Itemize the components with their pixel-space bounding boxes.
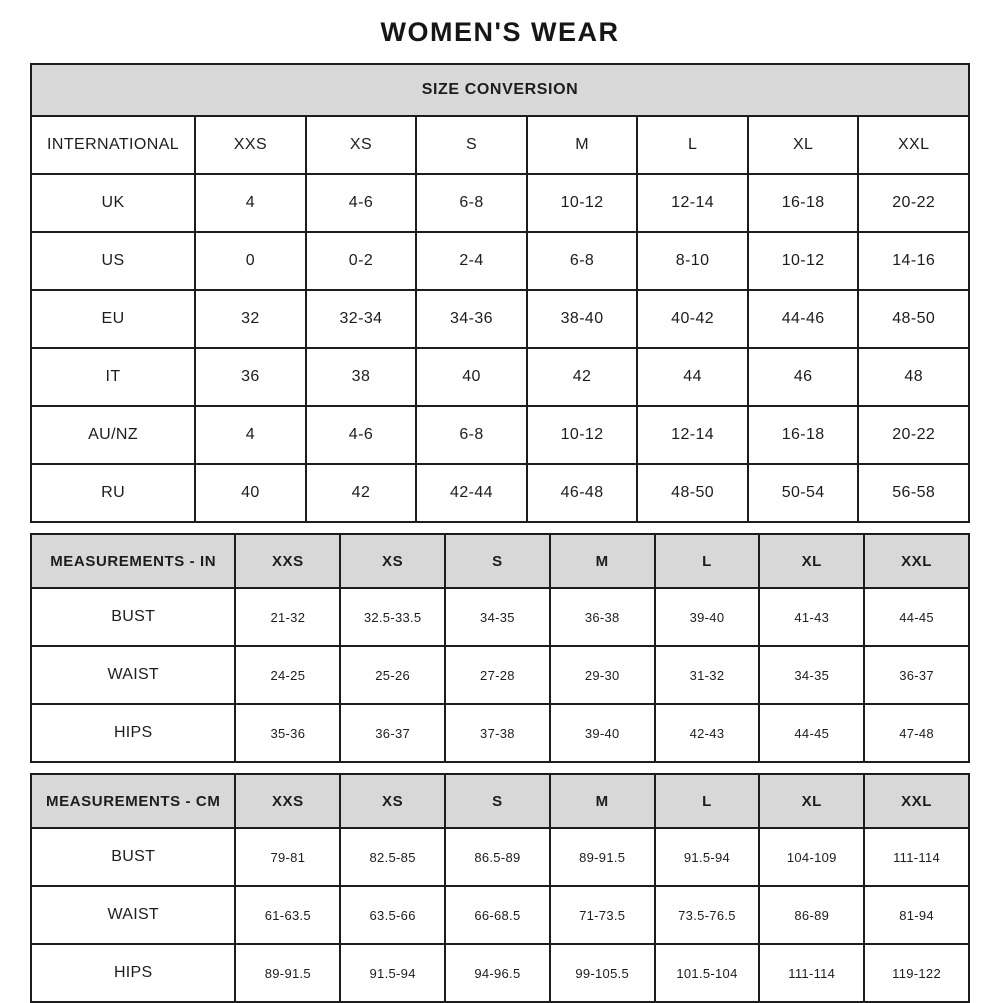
value-cell: 38-40 (527, 290, 638, 348)
table-title: SIZE CONVERSION (31, 64, 969, 116)
value-cell: 6-8 (416, 406, 527, 464)
value-cell: 24-25 (235, 646, 340, 704)
value-cell: 50-54 (748, 464, 859, 522)
value-cell: 48 (858, 348, 969, 406)
value-cell: 4 (195, 174, 306, 232)
value-cell: 10-12 (527, 406, 638, 464)
value-cell: 37-38 (445, 704, 550, 762)
size-column-label: XXS (235, 534, 340, 588)
size-column-label: XS (306, 116, 417, 174)
value-cell: 36-37 (864, 646, 969, 704)
value-cell: 12-14 (637, 174, 748, 232)
table-row (31, 290, 969, 348)
size-column-label: XXS (235, 774, 340, 828)
row-label: UK (31, 174, 195, 232)
value-cell: 89-91.5 (235, 944, 340, 1002)
value-cell: 6-8 (416, 174, 527, 232)
value-cell: 6-8 (527, 232, 638, 290)
row-label: US (31, 232, 195, 290)
value-cell: 82.5-85 (340, 828, 445, 886)
value-cell: 46-48 (527, 464, 638, 522)
size-column-label: L (637, 116, 748, 174)
value-cell: 86-89 (759, 886, 864, 944)
size-column-label: M (550, 534, 655, 588)
size-column-label: XL (748, 116, 859, 174)
size-column-label: XL (759, 534, 864, 588)
row-label: IT (31, 348, 195, 406)
row-label: HIPS (31, 704, 235, 762)
value-cell: 36-38 (550, 588, 655, 646)
table-row (31, 232, 969, 290)
size-column-label: XS (340, 774, 445, 828)
value-cell: 38 (306, 348, 417, 406)
size-column-label: XS (340, 534, 445, 588)
value-cell: 34-35 (759, 646, 864, 704)
value-cell: 39-40 (655, 588, 760, 646)
size-column-label: S (416, 116, 527, 174)
value-cell: 0 (195, 232, 306, 290)
measurements-cm-table (30, 773, 970, 1003)
value-cell: 2-4 (416, 232, 527, 290)
value-cell: 14-16 (858, 232, 969, 290)
column-label-row (31, 116, 969, 174)
value-cell: 4 (195, 406, 306, 464)
row-label: HIPS (31, 944, 235, 1002)
size-column-label: M (550, 774, 655, 828)
value-cell: 48-50 (637, 464, 748, 522)
value-cell: 40-42 (637, 290, 748, 348)
measurements-in-table (30, 533, 970, 763)
value-cell: 34-35 (445, 588, 550, 646)
row-label: WAIST (31, 886, 235, 944)
value-cell: 27-28 (445, 646, 550, 704)
value-cell: 20-22 (858, 406, 969, 464)
table-header-row (31, 64, 969, 116)
value-cell: 25-26 (340, 646, 445, 704)
table-row (31, 406, 969, 464)
value-cell: 16-18 (748, 406, 859, 464)
value-cell: 44-46 (748, 290, 859, 348)
value-cell: 61-63.5 (235, 886, 340, 944)
size-column-label: S (445, 774, 550, 828)
value-cell: 44-45 (864, 588, 969, 646)
size-column-label: XXL (864, 774, 969, 828)
page-title: WOMEN'S WEAR (380, 17, 620, 47)
value-cell: 71-73.5 (550, 886, 655, 944)
size-column-label: L (655, 774, 760, 828)
table-title: MEASUREMENTS - CM (31, 774, 235, 828)
row-label: EU (31, 290, 195, 348)
value-cell: 40 (416, 348, 527, 406)
table-title: MEASUREMENTS - IN (31, 534, 235, 588)
value-cell: 29-30 (550, 646, 655, 704)
size-column-label: XXL (858, 116, 969, 174)
value-cell: 99-105.5 (550, 944, 655, 1002)
value-cell: 48-50 (858, 290, 969, 348)
value-cell: 44-45 (759, 704, 864, 762)
value-cell: 16-18 (748, 174, 859, 232)
row-label: AU/NZ (31, 406, 195, 464)
table-row (31, 886, 969, 944)
value-cell: 4-6 (306, 406, 417, 464)
value-cell: 8-10 (637, 232, 748, 290)
size-column-label: M (527, 116, 638, 174)
value-cell: 111-114 (864, 828, 969, 886)
table-row (31, 646, 969, 704)
table-row (31, 944, 969, 1002)
value-cell: 47-48 (864, 704, 969, 762)
value-cell: 36-37 (340, 704, 445, 762)
value-cell: 41-43 (759, 588, 864, 646)
value-cell: 39-40 (550, 704, 655, 762)
table-row (31, 704, 969, 762)
value-cell: 91.5-94 (340, 944, 445, 1002)
value-cell: 42-44 (416, 464, 527, 522)
value-cell: 73.5-76.5 (655, 886, 760, 944)
row-label-column-header: INTERNATIONAL (31, 116, 195, 174)
value-cell: 4-6 (306, 174, 417, 232)
value-cell: 12-14 (637, 406, 748, 464)
value-cell: 34-36 (416, 290, 527, 348)
value-cell: 44 (637, 348, 748, 406)
value-cell: 111-114 (759, 944, 864, 1002)
size-conversion-table (30, 63, 970, 523)
table-row (31, 828, 969, 886)
value-cell: 119-122 (864, 944, 969, 1002)
row-label: RU (31, 464, 195, 522)
value-cell: 56-58 (858, 464, 969, 522)
value-cell: 32.5-33.5 (340, 588, 445, 646)
value-cell: 81-94 (864, 886, 969, 944)
row-label: WAIST (31, 646, 235, 704)
value-cell: 35-36 (235, 704, 340, 762)
size-column-label: XXS (195, 116, 306, 174)
table-row (31, 588, 969, 646)
value-cell: 10-12 (748, 232, 859, 290)
value-cell: 42 (306, 464, 417, 522)
value-cell: 46 (748, 348, 859, 406)
table-row (31, 174, 969, 232)
size-column-label: XL (759, 774, 864, 828)
table-row (31, 348, 969, 406)
value-cell: 79-81 (235, 828, 340, 886)
value-cell: 20-22 (858, 174, 969, 232)
value-cell: 63.5-66 (340, 886, 445, 944)
value-cell: 42 (527, 348, 638, 406)
table-row (31, 464, 969, 522)
value-cell: 0-2 (306, 232, 417, 290)
value-cell: 104-109 (759, 828, 864, 886)
value-cell: 66-68.5 (445, 886, 550, 944)
value-cell: 101.5-104 (655, 944, 760, 1002)
value-cell: 86.5-89 (445, 828, 550, 886)
table-header-row (31, 534, 969, 588)
size-column-label: XXL (864, 534, 969, 588)
value-cell: 36 (195, 348, 306, 406)
value-cell: 10-12 (527, 174, 638, 232)
value-cell: 91.5-94 (655, 828, 760, 886)
row-label: BUST (31, 828, 235, 886)
value-cell: 31-32 (655, 646, 760, 704)
table-header-row (31, 774, 969, 828)
size-column-label: L (655, 534, 760, 588)
value-cell: 21-32 (235, 588, 340, 646)
value-cell: 94-96.5 (445, 944, 550, 1002)
size-column-label: S (445, 534, 550, 588)
value-cell: 40 (195, 464, 306, 522)
value-cell: 42-43 (655, 704, 760, 762)
value-cell: 32-34 (306, 290, 417, 348)
value-cell: 32 (195, 290, 306, 348)
value-cell: 89-91.5 (550, 828, 655, 886)
row-label: BUST (31, 588, 235, 646)
